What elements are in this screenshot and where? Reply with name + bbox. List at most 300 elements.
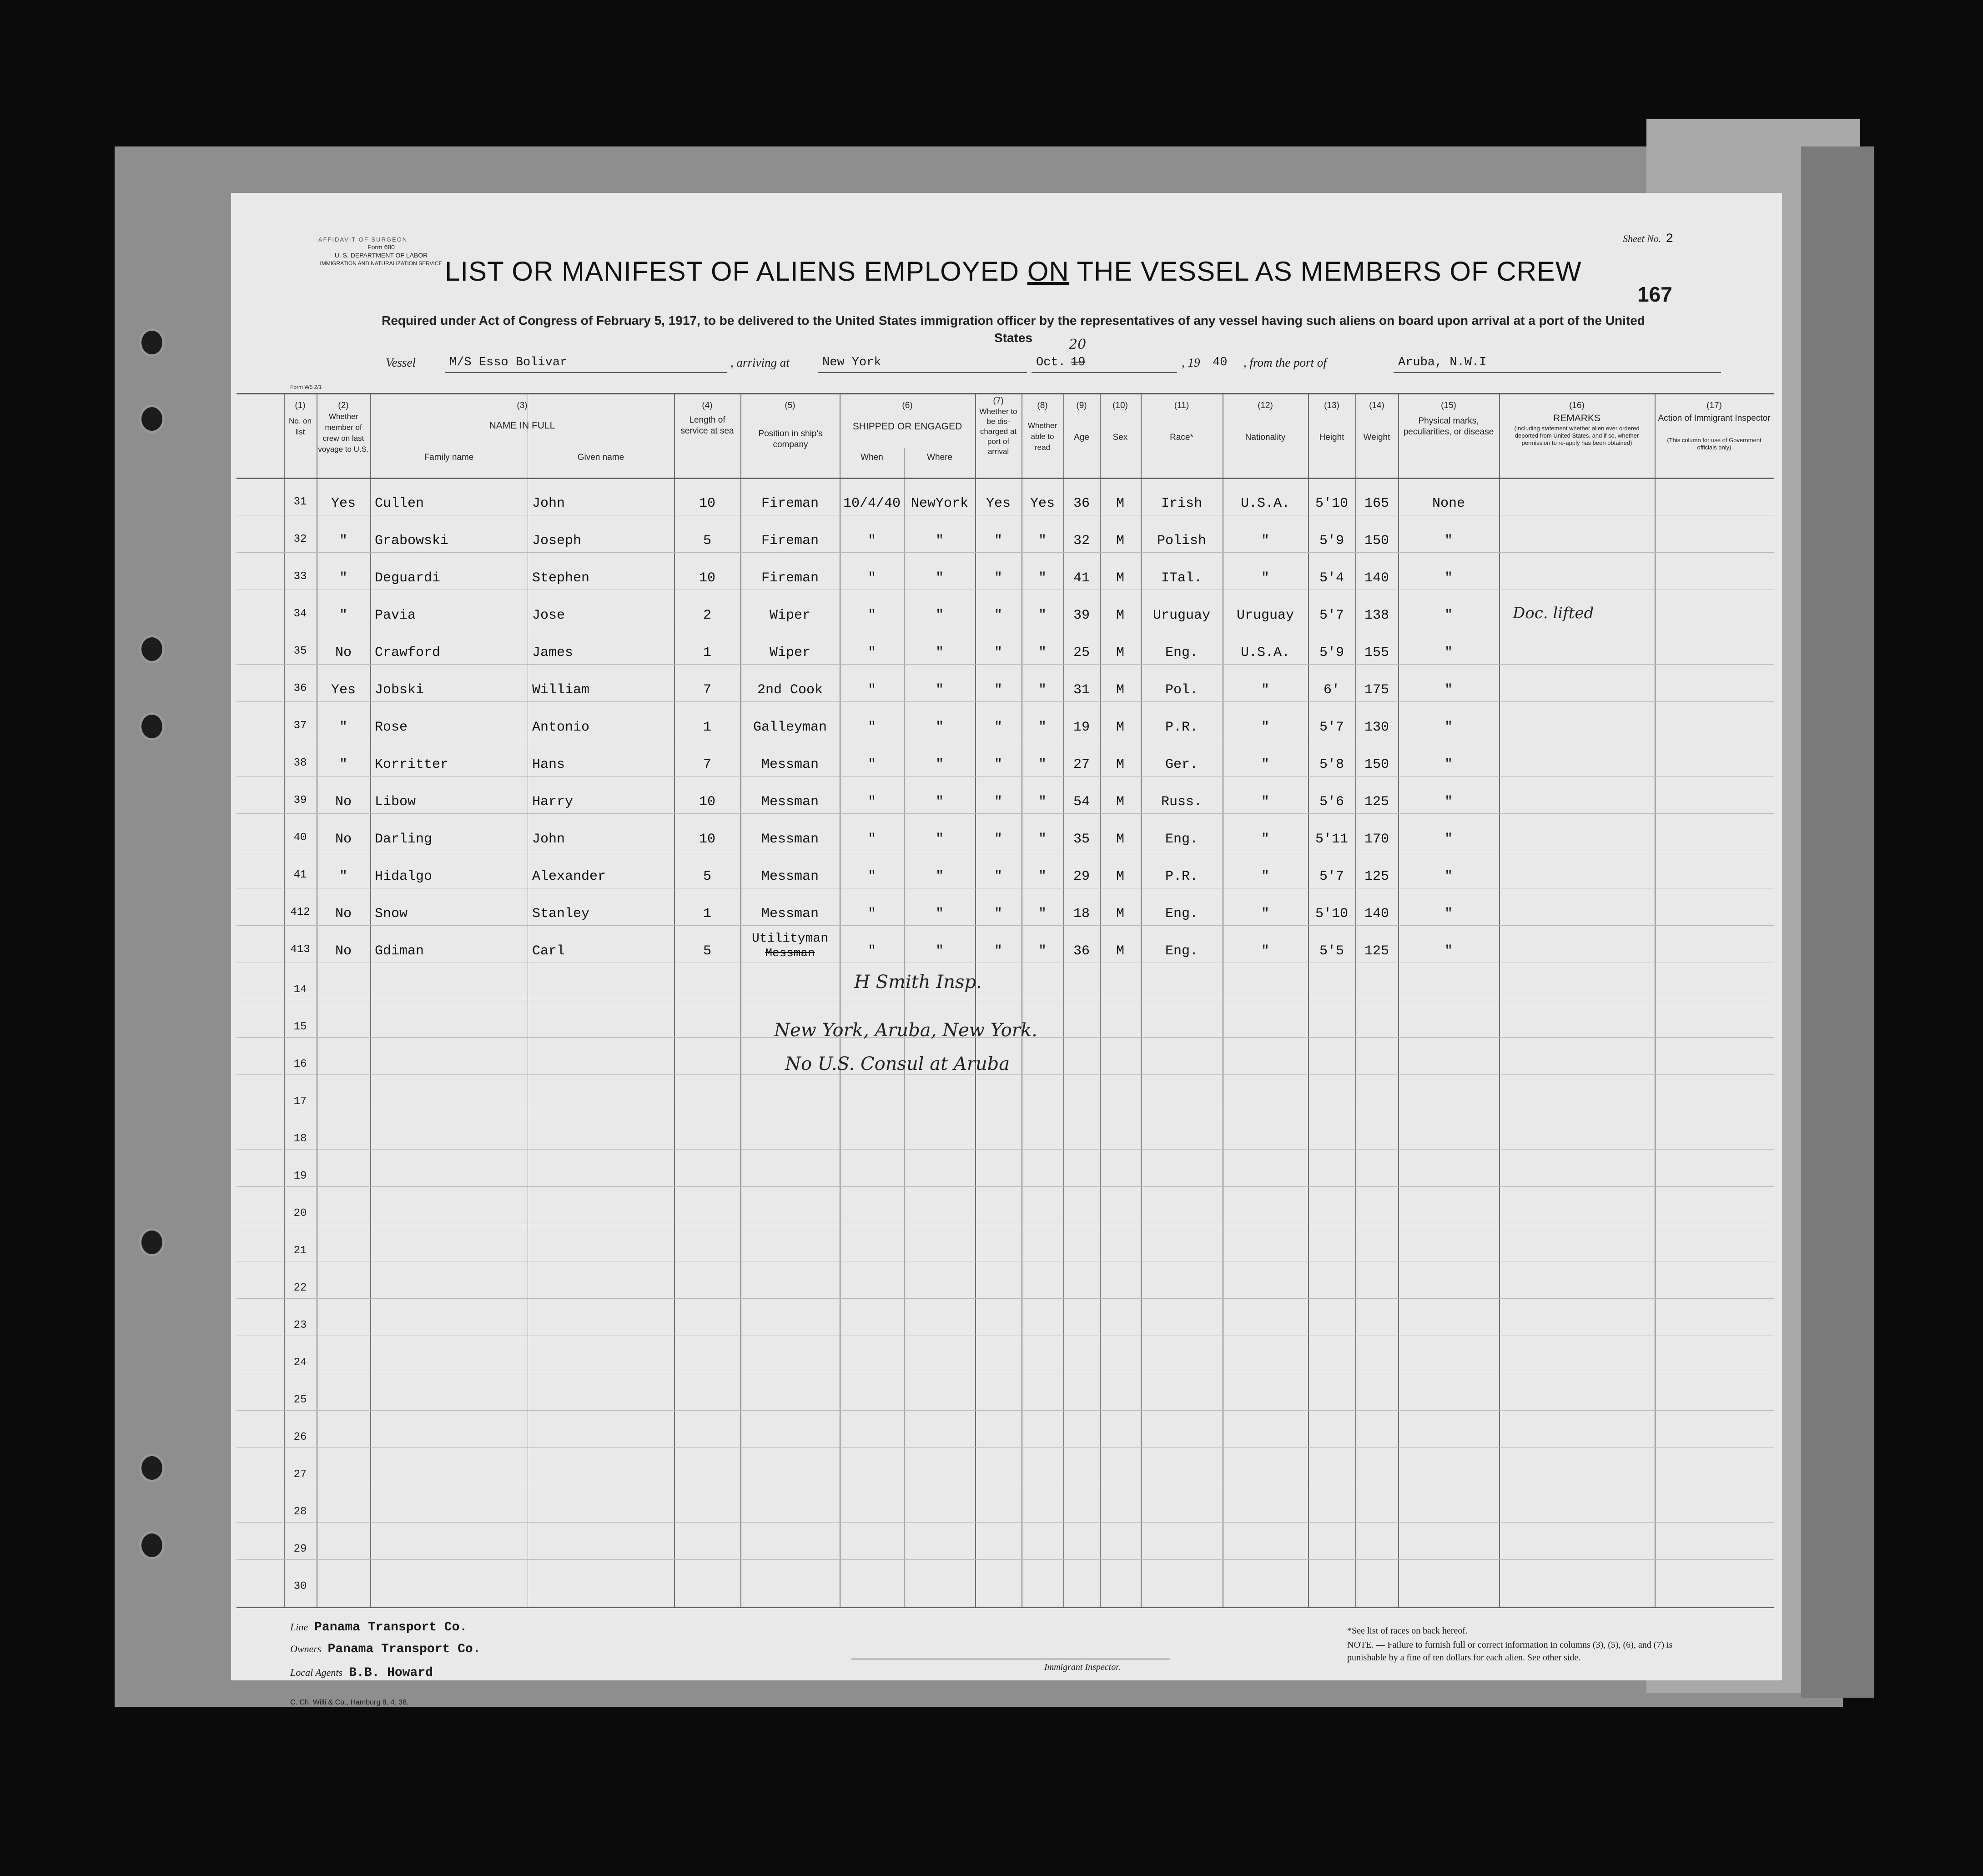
cell-when: " <box>867 832 876 847</box>
cell-no: 412 <box>290 906 310 918</box>
cell-age: 18 <box>1073 906 1090 922</box>
cell-when: " <box>867 533 876 549</box>
cell-where: " <box>935 645 944 661</box>
arrival-month: Oct. <box>1036 356 1066 369</box>
col-header-remarks: REMARKS <box>1553 413 1600 424</box>
blank-row-number: 21 <box>293 1245 307 1257</box>
cell-remarks: Doc. lifted <box>1513 604 1594 622</box>
cell-disch: " <box>994 943 1002 959</box>
cell-race: Eng. <box>1165 906 1198 922</box>
vessel-underline <box>445 372 727 373</box>
cell-height: 5'6 <box>1319 794 1344 810</box>
cell-read: " <box>1038 570 1047 586</box>
cell-age: 27 <box>1073 757 1090 772</box>
cell-weight: 170 <box>1364 832 1389 847</box>
cell-length: 1 <box>703 720 711 735</box>
col-line <box>1655 393 1656 1608</box>
cell-phys: " <box>1444 757 1453 772</box>
year-prefix: , 19 <box>1182 356 1200 369</box>
cell-height: 5'7 <box>1319 608 1344 623</box>
cell-family: Grabowski <box>375 533 449 549</box>
col-header-position: Position in ship's company <box>758 429 823 449</box>
cell-weight: 130 <box>1364 720 1389 735</box>
cell-member: " <box>339 869 347 884</box>
cell-height: 5'5 <box>1319 943 1344 959</box>
cell-disch: " <box>994 533 1002 549</box>
punch-hole <box>139 1531 165 1559</box>
cell-nat: U.S.A. <box>1240 645 1290 661</box>
row-rule <box>237 552 1774 553</box>
cell-read: " <box>1038 682 1047 698</box>
cell-no: 413 <box>290 943 310 956</box>
cell-race: Russ. <box>1161 794 1202 810</box>
row-rule <box>237 1559 1774 1560</box>
col-header-nationality: Nationality <box>1245 433 1286 442</box>
cell-given: Antonio <box>532 720 590 735</box>
col-header-weight: Weight <box>1363 433 1390 442</box>
row-rule <box>237 1298 1774 1299</box>
cell-nat: " <box>1261 533 1269 549</box>
cell-given: William <box>532 682 590 698</box>
cell-position: Wiper <box>769 645 810 661</box>
row-rule <box>237 664 1774 665</box>
blank-row-number: 26 <box>293 1431 307 1443</box>
cell-read: " <box>1038 645 1047 661</box>
cell-age: 25 <box>1073 645 1090 661</box>
row-rule <box>237 813 1774 814</box>
cell-age: 29 <box>1073 869 1090 884</box>
col-num: (1) <box>295 401 306 410</box>
cell-member: No <box>335 645 352 661</box>
cell-nat: " <box>1261 720 1269 735</box>
cell-phys: None <box>1432 496 1465 511</box>
cell-sex: M <box>1116 906 1124 922</box>
col-num: (14) <box>1369 401 1384 410</box>
cell-sex: M <box>1116 757 1124 772</box>
cell-when: 10/4/40 <box>843 496 901 511</box>
cell-phys: " <box>1444 682 1453 698</box>
cell-phys: " <box>1444 533 1453 549</box>
cell-phys: " <box>1444 906 1453 922</box>
cell-weight: 150 <box>1364 757 1389 772</box>
cell-when: " <box>867 570 876 586</box>
title-part-c: THE VESSEL AS MEMBERS OF CREW <box>1069 256 1582 287</box>
col-num: (6) <box>902 401 913 410</box>
row-rule <box>237 925 1774 926</box>
cell-where: " <box>935 570 944 586</box>
cell-member: " <box>339 757 347 772</box>
cell-phys: " <box>1444 570 1453 586</box>
cell-position: Messman <box>761 757 819 772</box>
col-num: (4) <box>702 401 713 410</box>
cell-weight: 125 <box>1364 794 1389 810</box>
cell-race: P.R. <box>1165 720 1198 735</box>
sheet-label: Sheet No. <box>1623 233 1661 244</box>
cell-read: " <box>1038 533 1047 549</box>
cell-nat: " <box>1261 757 1269 772</box>
cell-read: " <box>1038 832 1047 847</box>
cell-height: 5'10 <box>1315 496 1348 511</box>
cell-length: 10 <box>699 496 715 511</box>
col-header-length: Length of service at sea <box>680 415 734 436</box>
line-value: Panama Transport Co. <box>314 1620 468 1634</box>
col-num: (8) <box>1037 401 1048 410</box>
cell-family: Hidalgo <box>375 869 433 884</box>
cell-where: " <box>935 720 944 735</box>
row-rule <box>237 1410 1774 1411</box>
punch-hole <box>139 712 165 741</box>
cell-position: Messman <box>761 869 819 884</box>
cell-position: Wiper <box>769 608 810 623</box>
cell-given: Stanley <box>532 906 590 922</box>
cell-given: Stephen <box>532 570 590 586</box>
cell-read: " <box>1038 720 1047 735</box>
cell-no: 38 <box>293 757 307 769</box>
cell-height: 5'7 <box>1319 720 1344 735</box>
cell-position: Galleyman <box>753 720 827 735</box>
cell-where: " <box>935 533 944 549</box>
agents-label: Local Agents <box>290 1667 343 1678</box>
cell-age: 36 <box>1073 943 1090 959</box>
blank-row-number: 15 <box>293 1021 307 1033</box>
cell-weight: 125 <box>1364 869 1389 884</box>
cell-where: " <box>935 832 944 847</box>
cell-position: Fireman <box>761 570 819 586</box>
cell-given: Jose <box>532 608 565 623</box>
agents-value: B.B. Howard <box>349 1666 433 1680</box>
blank-row-number: 29 <box>293 1543 307 1555</box>
blank-row-number: 16 <box>293 1058 307 1070</box>
cell-length: 10 <box>699 570 715 586</box>
cell-height: 5'11 <box>1315 832 1348 847</box>
cell-weight: 140 <box>1364 570 1389 586</box>
cell-family: Gdiman <box>375 943 424 959</box>
owners-value: Panama Transport Co. <box>327 1642 481 1656</box>
row-rule <box>237 1149 1774 1150</box>
cell-disch: " <box>994 608 1002 623</box>
cell-when: " <box>867 794 876 810</box>
arrival-day: 20 <box>1069 337 1087 353</box>
cell-when: " <box>867 608 876 623</box>
col-header-discharged: Whether to be dis-charged at port of arrival <box>979 407 1017 456</box>
col-header-family: Family name <box>424 453 474 462</box>
blank-row-number: 23 <box>293 1319 307 1331</box>
manifest-sheet <box>231 193 1782 1706</box>
cell-phys: " <box>1444 869 1453 884</box>
cell-weight: 165 <box>1364 496 1389 511</box>
cell-where: " <box>935 906 944 922</box>
route-note: New York, Aruba, New York. <box>774 1020 1037 1041</box>
cell-where: " <box>935 794 944 810</box>
cell-sex: M <box>1116 869 1124 884</box>
form-number: Form 680 <box>367 243 395 251</box>
cell-position: Messman <box>761 906 819 922</box>
penalty-note: NOTE. — Failure to furnish full or correct information in columns (3), (5), (6), and (7) is punishable by a fine of ten dollars for each alien. See other side. <box>1347 1640 1673 1663</box>
cell-length: 5 <box>703 943 711 959</box>
cell-age: 32 <box>1073 533 1090 549</box>
col-num: (16) <box>1569 401 1585 410</box>
cell-disch: " <box>994 906 1002 922</box>
title-part-b: ON <box>1027 256 1069 287</box>
punch-hole <box>139 1454 165 1482</box>
cell-read: Yes <box>1030 496 1055 511</box>
header-bottom-rule <box>237 478 1774 479</box>
col-line <box>370 393 371 1608</box>
printer-imprint: C. Ch. Willi & Co., Hamburg 8. 4. 38. <box>290 1699 409 1706</box>
cell-no: 35 <box>293 645 307 657</box>
cell-height: 6' <box>1323 682 1340 698</box>
cell-nat: " <box>1261 570 1269 586</box>
col-header-remarks-sub: (Including statement whether alien ever ordered deported from United States, and if so, whether permission to re-apply has been obtained) <box>1514 425 1640 446</box>
cell-no: 40 <box>293 832 307 844</box>
col-num: (15) <box>1441 401 1456 410</box>
upper-note: AFFIDAVIT OF SURGEON <box>318 236 408 243</box>
cell-read: " <box>1038 906 1047 922</box>
col-num: (10) <box>1112 401 1128 410</box>
cell-phys: " <box>1444 720 1453 735</box>
cell-disch: " <box>994 720 1002 735</box>
blank-row-number: 20 <box>293 1207 307 1220</box>
cell-no: 37 <box>293 720 307 732</box>
cell-sex: M <box>1116 570 1124 586</box>
cell-disch: Yes <box>986 496 1011 511</box>
cell-when: " <box>867 720 876 735</box>
cell-nat: " <box>1261 832 1269 847</box>
col-header-physical: Physical marks, peculiarities, or disease <box>1403 416 1494 437</box>
from-port-underline <box>1394 372 1721 373</box>
owners-label: Owners <box>290 1643 322 1654</box>
col-header-read: Whether able to read <box>1027 421 1057 452</box>
col-header-shipped: SHIPPED OR ENGAGED <box>852 421 962 432</box>
cell-sex: M <box>1116 533 1124 549</box>
blank-row-number: 14 <box>293 983 307 996</box>
cell-sex: M <box>1116 720 1124 735</box>
cell-weight: 175 <box>1364 682 1389 698</box>
cell-race: Eng. <box>1165 943 1198 959</box>
row-rule <box>237 1447 1774 1448</box>
blank-row-number: 24 <box>293 1357 307 1369</box>
cell-disch: " <box>994 794 1002 810</box>
page-title <box>445 256 1700 287</box>
col-num: (11) <box>1174 401 1189 410</box>
cell-position: 2nd Cook <box>757 682 823 698</box>
cell-height: 5'10 <box>1315 906 1348 922</box>
cell-family: Libow <box>375 794 416 810</box>
table-bottom-rule <box>237 1607 1774 1608</box>
cell-when: " <box>867 906 876 922</box>
cell-sex: M <box>1116 645 1124 661</box>
arrival-day-struck: 19 <box>1071 356 1086 369</box>
cell-race: Irish <box>1161 496 1202 511</box>
sheet-value: 2 <box>1666 232 1674 246</box>
cell-phys: " <box>1444 608 1453 623</box>
cell-length: 7 <box>703 757 711 772</box>
races-note: *See list of races on back hereof. <box>1347 1626 1468 1636</box>
cell-phys: " <box>1444 832 1453 847</box>
cell-read: " <box>1038 794 1047 810</box>
blank-row-number: 28 <box>293 1506 307 1518</box>
col-header-member: Whether member of crew on last voyage to U.S. <box>318 412 369 454</box>
cell-where: NewYork <box>911 496 969 511</box>
cell-height: 5'4 <box>1319 570 1344 586</box>
cell-given: James <box>532 645 574 661</box>
punch-hole <box>139 635 165 663</box>
cell-height: 5'9 <box>1319 533 1344 549</box>
col-line <box>1499 393 1500 1608</box>
cell-position-struck: Messman <box>765 946 815 960</box>
vessel-name: M/S Esso Bolivar <box>449 356 568 369</box>
row-rule <box>237 701 1774 702</box>
col-header-where: Where <box>927 453 952 462</box>
cell-given: John <box>532 832 565 847</box>
cell-sex: M <box>1116 608 1124 623</box>
row-rule <box>237 1074 1774 1075</box>
blank-row-number: 17 <box>293 1095 307 1108</box>
arrival-port: New York <box>822 356 881 369</box>
col-num: (7) <box>993 396 1004 406</box>
cell-no: 39 <box>293 794 307 807</box>
backing-card-edge-right <box>1801 146 1874 1698</box>
cell-age: 39 <box>1073 608 1090 623</box>
cell-where: " <box>935 757 944 772</box>
cell-sex: M <box>1116 794 1124 810</box>
cell-disch: " <box>994 570 1002 586</box>
cell-age: 36 <box>1073 496 1090 511</box>
cell-read: " <box>1038 757 1047 772</box>
cell-race: ITal. <box>1161 570 1202 586</box>
cell-nat: " <box>1261 794 1269 810</box>
cell-height: 5'7 <box>1319 869 1344 884</box>
sheet-number <box>1623 232 1673 246</box>
cell-race: Polish <box>1157 533 1207 549</box>
cell-when: " <box>867 869 876 884</box>
cell-when: " <box>867 943 876 959</box>
punch-hole <box>139 405 165 433</box>
cell-family: Cullen <box>375 496 424 511</box>
inspector-signature: H Smith Insp. <box>854 972 982 993</box>
row-rule <box>237 1522 1774 1523</box>
cell-weight: 155 <box>1364 645 1389 661</box>
cell-disch: " <box>994 869 1002 884</box>
cell-nat: Uruguay <box>1236 608 1294 623</box>
from-label: , from the port of <box>1243 356 1327 369</box>
blank-row-number: 22 <box>293 1282 307 1294</box>
col-header-when: When <box>861 453 883 462</box>
cell-when: " <box>867 645 876 661</box>
cell-member: " <box>339 720 347 735</box>
punch-hole <box>139 328 165 357</box>
col-header-action: Action of Immigrant Inspector <box>1658 414 1771 423</box>
col-header-sex: Sex <box>1112 433 1128 442</box>
cell-no: 33 <box>293 570 307 583</box>
cell-weight: 140 <box>1364 906 1389 922</box>
cell-phys: " <box>1444 943 1453 959</box>
stamp-number: 167 <box>1637 282 1672 306</box>
cell-family: Deguardi <box>375 570 441 586</box>
col-num: (12) <box>1258 401 1273 410</box>
cell-disch: " <box>994 757 1002 772</box>
cell-family: Korritter <box>375 757 449 772</box>
col-num: (3) <box>517 401 528 410</box>
cell-read: " <box>1038 943 1047 959</box>
cell-phys: " <box>1444 794 1453 810</box>
cell-given: Alexander <box>532 869 606 884</box>
cell-family: Darling <box>375 832 433 847</box>
col-header-given: Given name <box>577 453 624 462</box>
form-stub: Form W5 2/1 <box>290 384 322 390</box>
cell-race: P.R. <box>1165 869 1198 884</box>
subtitle: Required under Act of Congress of February 5, 1917, to be delivered to the United States immigration officer by the representatives of any vessel having such aliens on board upon arrival at a port of the United States <box>382 313 1645 345</box>
cell-read: " <box>1038 608 1047 623</box>
cell-family: Crawford <box>375 645 441 661</box>
cell-age: 41 <box>1073 570 1090 586</box>
cell-when: " <box>867 757 876 772</box>
cell-member: " <box>339 570 347 586</box>
cell-member: No <box>335 794 352 810</box>
cell-sex: M <box>1116 496 1124 511</box>
col-header-age: Age <box>1074 433 1089 442</box>
cell-weight: 150 <box>1364 533 1389 549</box>
col-num: (13) <box>1324 401 1339 410</box>
cell-nat: " <box>1261 869 1269 884</box>
cell-age: 35 <box>1073 832 1090 847</box>
cell-length: 2 <box>703 608 711 623</box>
cell-sex: M <box>1116 832 1124 847</box>
cell-given: Harry <box>532 794 574 810</box>
cell-position: Fireman <box>761 496 819 511</box>
date-underline <box>1032 372 1177 373</box>
blank-row-number: 25 <box>293 1394 307 1406</box>
cell-no: 41 <box>293 869 307 881</box>
col-num: (2) <box>338 401 349 410</box>
cell-phys: " <box>1444 645 1453 661</box>
department: U. S. DEPARTMENT OF LABOR <box>334 252 428 259</box>
col-header-height: Height <box>1319 433 1344 442</box>
cell-member: No <box>335 943 352 959</box>
cell-given: Joseph <box>532 533 582 549</box>
cell-weight: 138 <box>1364 608 1389 623</box>
arriving-label: , arriving at <box>730 356 790 369</box>
cell-no: 36 <box>293 682 307 695</box>
table-top-rule <box>237 393 1774 394</box>
cell-nat: " <box>1261 943 1269 959</box>
from-port: Aruba, N.W.I <box>1398 356 1487 369</box>
col-num: (9) <box>1076 401 1087 410</box>
cell-where: " <box>935 869 944 884</box>
blank-row-number: 18 <box>293 1133 307 1145</box>
agents-field <box>290 1666 433 1680</box>
port-underline <box>818 372 1027 373</box>
cell-where: " <box>935 608 944 623</box>
cell-length: 7 <box>703 682 711 698</box>
row-rule <box>237 1186 1774 1187</box>
blank-row-number: 19 <box>293 1170 307 1182</box>
cell-family: Snow <box>375 906 408 922</box>
cell-family: Rose <box>375 720 408 735</box>
cell-given: Hans <box>532 757 565 772</box>
cell-disch: " <box>994 832 1002 847</box>
cell-age: 19 <box>1073 720 1090 735</box>
owners-field <box>290 1642 481 1656</box>
cell-sex: M <box>1116 682 1124 698</box>
consul-note: No U.S. Consul at Aruba <box>785 1054 1010 1074</box>
inspector-label: Immigrant Inspector. <box>1044 1662 1121 1672</box>
cell-height: 5'9 <box>1319 645 1344 661</box>
arrival-year: 40 <box>1213 356 1228 369</box>
cell-race: Uruguay <box>1153 608 1211 623</box>
cell-age: 54 <box>1073 794 1090 810</box>
punch-hole <box>139 1228 165 1256</box>
